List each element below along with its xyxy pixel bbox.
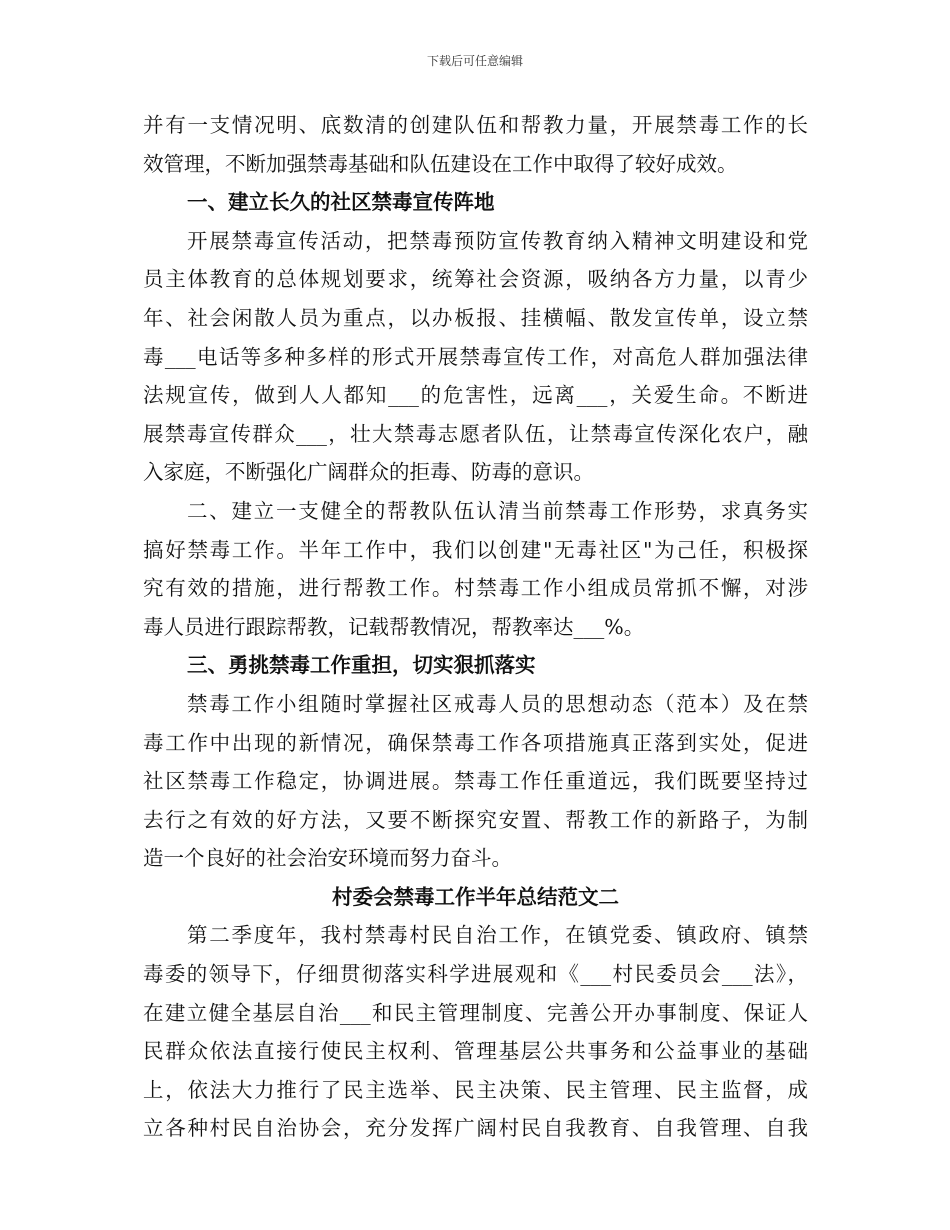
text-line: 并有一支情况明、底数清的创建队伍和帮教力量，开展禁毒工作的长 [143, 113, 808, 137]
text-line: 展禁毒宣传群众___，壮大禁毒志愿者队伍，让禁毒宣传深化农户，融 [143, 421, 808, 446]
text-line: 毒___电话等多种多样的形式开展禁毒宣传工作，对高危人群加强法律 [143, 344, 808, 369]
text-line: 效管理，不断加强禁毒基础和队伍建设在工作中取得了较好成效。 [143, 151, 738, 176]
text-line: 年、社会闲散人员为重点，以办板报、挂横幅、散发宣传单，设立禁 [143, 305, 808, 330]
text-line: 二、建立一支健全的帮教队伍认清当前禁毒工作形势，求真务实 [187, 498, 808, 523]
text-line: 入家庭，不断强化广阔群众的拒毒、防毒的意识。 [143, 460, 594, 485]
text-line: 开展禁毒宣传活动，把禁毒预防宣传教育纳入精神文明建设和党 [187, 228, 808, 253]
text-line: 搞好禁毒工作。半年工作中，我们以创建"无毒社区"为己任，积极探 [143, 537, 808, 562]
text-line: 在建立健全基层自治___和民主管理制度、完善公开办事制度、保证人 [143, 1000, 808, 1025]
text-line: 员主体教育的总体规划要求，统筹社会资源，吸纳各方力量，以青少 [143, 267, 808, 292]
header-note: 下载后可任意编辑 [426, 54, 523, 68]
text-line: 第二季度年，我村禁毒村民自治工作，在镇党委、镇政府、镇禁 [187, 923, 808, 948]
document-body [143, 106, 808, 1148]
text-line: 社区禁毒工作稳定，协调进展。禁毒工作任重道远，我们既要坚持过 [143, 769, 808, 794]
text-line: 毒工作中出现的新情况，确保禁毒工作各项措施真正落到实处，促进 [143, 730, 808, 755]
text-line: 立各种村民自治协会，充分发挥广阔村民自我教育、自我管理、自我 [143, 1116, 808, 1141]
text-line: 究有效的措施，进行帮教工作。村禁毒工作小组成员常抓不懈，对涉 [143, 576, 808, 601]
text-line: 民群众依法直接行使民主权利、管理基层公共事务和公益事业的基础 [143, 1039, 808, 1064]
text-line: 毒人员进行跟踪帮教，记载帮教情况，帮教率达___%。 [143, 614, 645, 639]
text-line: 上，依法大力推行了民主选举、民主决策、民主管理、民主监督，成 [143, 1077, 808, 1102]
text-line: 禁毒工作小组随时掌握社区戒毒人员的思想动态（范本）及在禁 [187, 691, 808, 716]
text-line: 法规宣传，做到人人都知___的危害性，远离___，关爱生命。不断进 [143, 383, 808, 408]
text-line: 造一个良好的社会治安环境而努力奋斗。 [143, 846, 512, 871]
text-line: 去行之有效的好方法，又要不断探究安置、帮教工作的新路子，为制 [143, 807, 808, 832]
document-title: 村委会禁毒工作半年总结范文二 [332, 884, 619, 909]
section-heading: 三、勇挑禁毒工作重担，切实狠抓落实 [187, 653, 536, 678]
text-line: 毒委的领导下，仔细贯彻落实科学进展观和《___村民委员会___法》， [143, 962, 808, 987]
section-heading: 一、建立长久的社区禁毒宣传阵地 [187, 190, 495, 215]
